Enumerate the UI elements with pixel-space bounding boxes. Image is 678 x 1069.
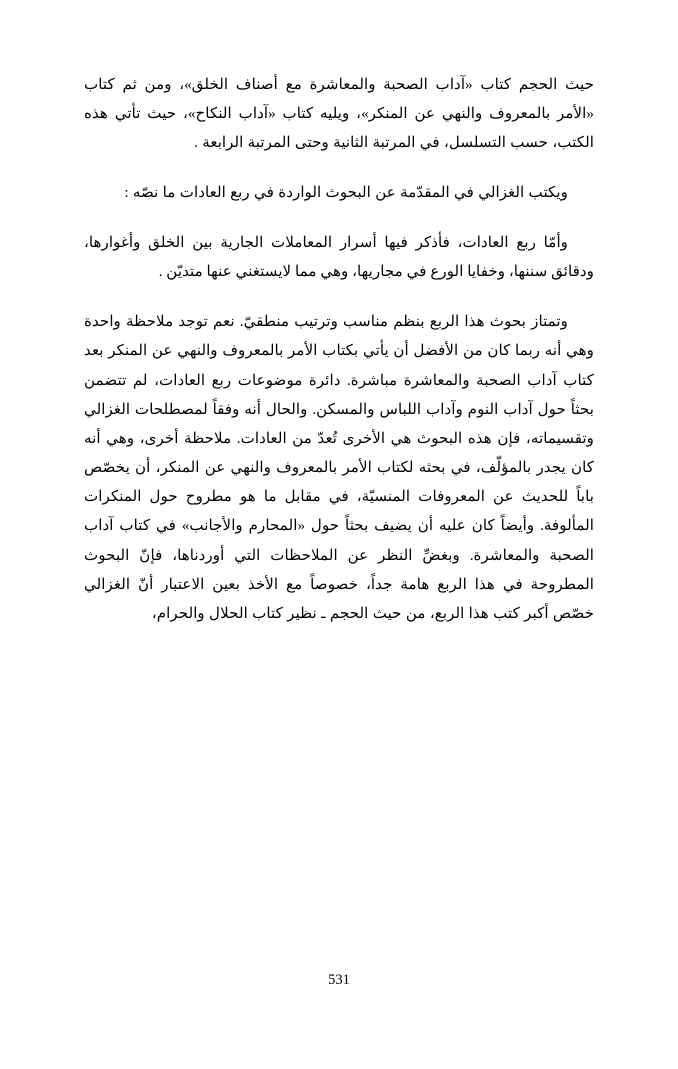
paragraph-spacer xyxy=(84,292,594,307)
page-content xyxy=(84,70,594,628)
paragraph-spacer xyxy=(84,213,594,228)
page-number: 531 xyxy=(328,972,350,988)
paragraph-spacer xyxy=(84,164,594,178)
paragraph-1: حيث الحجم كتاب «آداب الصحبة والمعاشرة مع أصناف الخلق»، ومن ثم كتاب «الأمر بالمعروف والنهي عن المنكر»، ويليه كتاب «آداب النكاح»، حيث تأتي هذه الكتب، حسب التسلسل، في المرتبة الثانية وحتى المرتبة الرابعة . xyxy=(84,76,594,152)
paragraph-2: ويكتب الغزالي في المقدّمة عن البحوث الواردة في ربع العادات ما نصّه : xyxy=(124,183,568,201)
paragraph-3: وتمتاز بحوث هذا الربع بنظم مناسب وترتيب منطقيّ. نعم توجد ملاحظة واحدة وهي أنه ربما كان من الأفضل أن يأتي بكتاب الأمر بالمعروف والنهي عن المنكر بعد كتاب آداب الصحبة والمعاشرة مباشرة. دائرة موضوعات ربع العادات، لم تتضمن بحثاً حول آداب النوم وآداب اللباس والمسكن. والحال أنه وفقاً لمصطلحات الغزالي وتقسيماته، فإن هذه البحوث هي الأخرى تُعدّ من العادات. ملاحظة أخرى، وهي أنه كان يجدر بالمؤلّف، في بحثه لكتاب الأمر بالمعروف والنهي عن المنكر، أن يخصّص باباً للحديث عن المعروفات المنسيّة، في مقابل ما هو مطروح حول المنكرات المألوفة. وأيضاً كان عليه أن يضيف بحثاً حول «المحارم والأجانب» في كتاب آداب الصحبة والمعاشرة. وبغضِّ النظر عن الملاحظات التي أوردناها، فإنّ البحوث المطروحة في هذا الربع هامة جداً، خصوصاً مع الأخذ بعين الاعتبار أنّ الغزالي خصّص أكبر كتب هذا الربع، من حيث الحجم ـ نظير كتاب الحلال والحرام، xyxy=(84,313,594,622)
block-quote: وأمّا ربع العادات، فأذكر فيها أسرار المعاملات الجارية بين الخلق وأغوارها، ودقائق سننها، وخفايا الورع في مجاريها، وهي مما لايستغني عنها متديّن . xyxy=(84,233,594,280)
